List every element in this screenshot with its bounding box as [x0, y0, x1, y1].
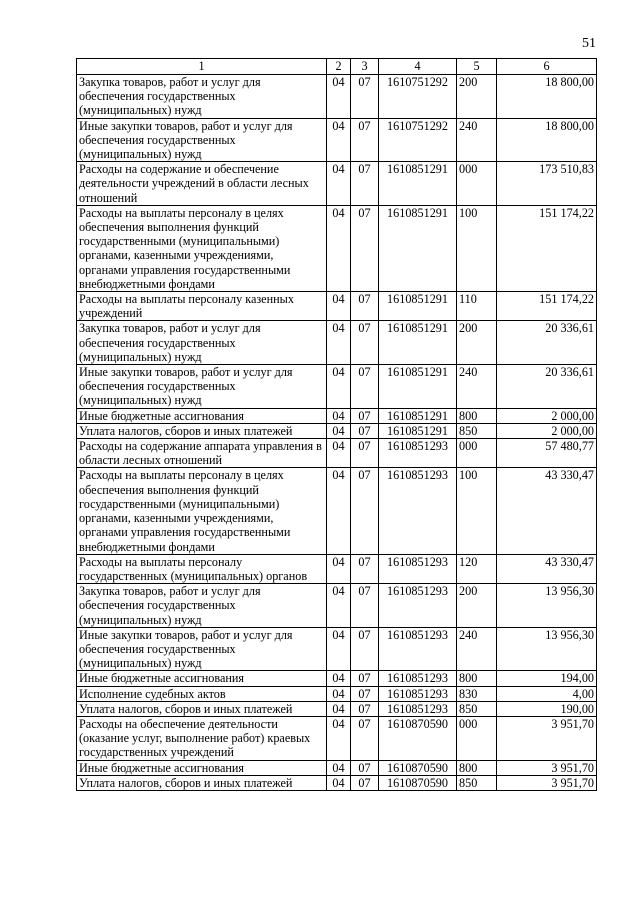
expense-type-code-cell: 110 [457, 292, 497, 321]
target-article-code-cell: 1610870590 [379, 775, 457, 790]
expense-type-code-cell: 000 [457, 716, 497, 760]
expense-name-cell: Закупка товаров, работ и услуг для обеспечения государственных (муниципальных) нужд [77, 75, 327, 119]
subsection-code-cell: 07 [351, 584, 379, 628]
table-row [77, 118, 597, 162]
subsection-code-cell: 07 [351, 701, 379, 716]
section-code-cell: 04 [327, 118, 351, 162]
amount-cell: 20 336,61 [497, 365, 597, 409]
expense-type-code-cell: 240 [457, 365, 497, 409]
expense-type-code-cell: 240 [457, 118, 497, 162]
expense-name-cell: Расходы на выплаты персоналу государственных (муниципальных) органов [77, 554, 327, 583]
expense-name-cell: Расходы на обеспечение деятельности (оказание услуг, выполнение работ) краевых государственных учреждений [77, 716, 327, 760]
section-code-cell: 04 [327, 321, 351, 365]
amount-cell: 2 000,00 [497, 423, 597, 438]
expense-type-code-cell: 100 [457, 468, 497, 554]
section-code-cell: 04 [327, 423, 351, 438]
target-article-code-cell: 1610851293 [379, 439, 457, 468]
expense-name-cell: Уплата налогов, сборов и иных платежей [77, 775, 327, 790]
target-article-code-cell: 1610851293 [379, 468, 457, 554]
subsection-code-cell: 07 [351, 423, 379, 438]
target-article-code-cell: 1610851291 [379, 292, 457, 321]
expense-name-cell: Расходы на содержание аппарата управления в области лесных отношений [77, 439, 327, 468]
table-row [77, 292, 597, 321]
expense-type-code-cell: 240 [457, 627, 497, 671]
subsection-code-cell: 07 [351, 439, 379, 468]
expense-name-cell: Иные закупки товаров, работ и услуг для обеспечения государственных (муниципальных) нужд [77, 118, 327, 162]
table-row [77, 365, 597, 409]
target-article-code-cell: 1610851293 [379, 554, 457, 583]
target-article-code-cell: 1610851293 [379, 627, 457, 671]
amount-cell: 151 174,22 [497, 205, 597, 291]
target-article-code-cell: 1610870590 [379, 716, 457, 760]
section-code-cell: 04 [327, 554, 351, 583]
expense-type-code-cell: 830 [457, 686, 497, 701]
header-row [77, 59, 597, 75]
subsection-code-cell: 07 [351, 775, 379, 790]
expense-name-cell: Расходы на выплаты персоналу в целях обеспечения выполнения функций государственными (муниципальными) органами, казенными учреждениями, органами управления государственными внебюджетными фондами [77, 205, 327, 291]
expense-type-code-cell: 800 [457, 408, 497, 423]
section-code-cell: 04 [327, 760, 351, 775]
section-code-cell: 04 [327, 205, 351, 291]
expense-type-code-cell: 850 [457, 423, 497, 438]
target-article-code-cell: 1610751292 [379, 75, 457, 119]
subsection-code-cell: 07 [351, 321, 379, 365]
target-article-code-cell: 1610851293 [379, 671, 457, 686]
expense-name-cell: Уплата налогов, сборов и иных платежей [77, 701, 327, 716]
section-code-cell: 04 [327, 584, 351, 628]
expense-type-code-cell: 200 [457, 75, 497, 119]
expense-name-cell: Закупка товаров, работ и услуг для обеспечения государственных (муниципальных) нужд [77, 321, 327, 365]
subsection-code-cell: 07 [351, 554, 379, 583]
table-row [77, 205, 597, 291]
budget-table [76, 58, 597, 791]
expense-name-cell: Уплата налогов, сборов и иных платежей [77, 423, 327, 438]
header-col-1: 1 [77, 59, 327, 75]
table-row [77, 760, 597, 775]
target-article-code-cell: 1610751292 [379, 118, 457, 162]
subsection-code-cell: 07 [351, 716, 379, 760]
amount-cell: 3 951,70 [497, 775, 597, 790]
target-article-code-cell: 1610851291 [379, 423, 457, 438]
table-row [77, 439, 597, 468]
amount-cell: 173 510,83 [497, 162, 597, 206]
table-row [77, 408, 597, 423]
section-code-cell: 04 [327, 686, 351, 701]
expense-type-code-cell: 120 [457, 554, 497, 583]
page-number: 51 [582, 36, 596, 51]
subsection-code-cell: 07 [351, 118, 379, 162]
expense-name-cell: Расходы на выплаты персоналу в целях обеспечения выполнения функций государственными (муниципальными) органами, казенными учреждениями, органами управления государственными внебюджетными фондами [77, 468, 327, 554]
table-row [77, 671, 597, 686]
target-article-code-cell: 1610851293 [379, 701, 457, 716]
amount-cell: 18 800,00 [497, 118, 597, 162]
amount-cell: 151 174,22 [497, 292, 597, 321]
target-article-code-cell: 1610851291 [379, 205, 457, 291]
amount-cell: 43 330,47 [497, 468, 597, 554]
section-code-cell: 04 [327, 671, 351, 686]
subsection-code-cell: 07 [351, 75, 379, 119]
table-row [77, 423, 597, 438]
amount-cell: 43 330,47 [497, 554, 597, 583]
subsection-code-cell: 07 [351, 162, 379, 206]
target-article-code-cell: 1610851291 [379, 162, 457, 206]
header-col-6: 6 [497, 59, 597, 75]
section-code-cell: 04 [327, 701, 351, 716]
header-col-4: 4 [379, 59, 457, 75]
target-article-code-cell: 1610870590 [379, 760, 457, 775]
subsection-code-cell: 07 [351, 760, 379, 775]
table-row [77, 701, 597, 716]
table-row [77, 716, 597, 760]
expense-type-code-cell: 200 [457, 321, 497, 365]
amount-cell: 2 000,00 [497, 408, 597, 423]
target-article-code-cell: 1610851291 [379, 365, 457, 409]
expense-type-code-cell: 800 [457, 671, 497, 686]
table-row [77, 627, 597, 671]
subsection-code-cell: 07 [351, 671, 379, 686]
expense-type-code-cell: 850 [457, 775, 497, 790]
header-col-3: 3 [351, 59, 379, 75]
section-code-cell: 04 [327, 716, 351, 760]
expense-name-cell: Иные закупки товаров, работ и услуг для обеспечения государственных (муниципальных) нужд [77, 627, 327, 671]
table-row [77, 321, 597, 365]
subsection-code-cell: 07 [351, 627, 379, 671]
amount-cell: 4,00 [497, 686, 597, 701]
section-code-cell: 04 [327, 75, 351, 119]
section-code-cell: 04 [327, 408, 351, 423]
header-col-2: 2 [327, 59, 351, 75]
header-col-5: 5 [457, 59, 497, 75]
section-code-cell: 04 [327, 468, 351, 554]
expense-name-cell: Расходы на содержание и обеспечение деятельности учреждений в области лесных отношений [77, 162, 327, 206]
target-article-code-cell: 1610851293 [379, 584, 457, 628]
amount-cell: 190,00 [497, 701, 597, 716]
table-row [77, 775, 597, 790]
subsection-code-cell: 07 [351, 205, 379, 291]
expense-name-cell: Расходы на выплаты персоналу казенных учреждений [77, 292, 327, 321]
table-row [77, 468, 597, 554]
subsection-code-cell: 07 [351, 408, 379, 423]
table-row [77, 584, 597, 628]
table-row [77, 75, 597, 119]
expense-name-cell: Иные бюджетные ассигнования [77, 671, 327, 686]
expense-name-cell: Иные закупки товаров, работ и услуг для обеспечения государственных (муниципальных) нужд [77, 365, 327, 409]
expense-type-code-cell: 000 [457, 162, 497, 206]
expense-name-cell: Иные бюджетные ассигнования [77, 760, 327, 775]
expense-type-code-cell: 000 [457, 439, 497, 468]
amount-cell: 194,00 [497, 671, 597, 686]
amount-cell: 20 336,61 [497, 321, 597, 365]
table-row [77, 162, 597, 206]
amount-cell: 57 480,77 [497, 439, 597, 468]
amount-cell: 13 956,30 [497, 627, 597, 671]
section-code-cell: 04 [327, 775, 351, 790]
subsection-code-cell: 07 [351, 292, 379, 321]
expense-name-cell: Иные бюджетные ассигнования [77, 408, 327, 423]
section-code-cell: 04 [327, 439, 351, 468]
amount-cell: 3 951,70 [497, 760, 597, 775]
section-code-cell: 04 [327, 627, 351, 671]
subsection-code-cell: 07 [351, 365, 379, 409]
section-code-cell: 04 [327, 292, 351, 321]
table-header [77, 59, 597, 75]
table-row [77, 554, 597, 583]
subsection-code-cell: 07 [351, 686, 379, 701]
expense-type-code-cell: 100 [457, 205, 497, 291]
expense-name-cell: Исполнение судебных актов [77, 686, 327, 701]
section-code-cell: 04 [327, 162, 351, 206]
expense-type-code-cell: 800 [457, 760, 497, 775]
table-body [77, 75, 597, 791]
amount-cell: 13 956,30 [497, 584, 597, 628]
expense-type-code-cell: 200 [457, 584, 497, 628]
target-article-code-cell: 1610851291 [379, 408, 457, 423]
amount-cell: 3 951,70 [497, 716, 597, 760]
expense-name-cell: Закупка товаров, работ и услуг для обеспечения государственных (муниципальных) нужд [77, 584, 327, 628]
target-article-code-cell: 1610851293 [379, 686, 457, 701]
expense-type-code-cell: 850 [457, 701, 497, 716]
table-row [77, 686, 597, 701]
section-code-cell: 04 [327, 365, 351, 409]
amount-cell: 18 800,00 [497, 75, 597, 119]
target-article-code-cell: 1610851291 [379, 321, 457, 365]
subsection-code-cell: 07 [351, 468, 379, 554]
